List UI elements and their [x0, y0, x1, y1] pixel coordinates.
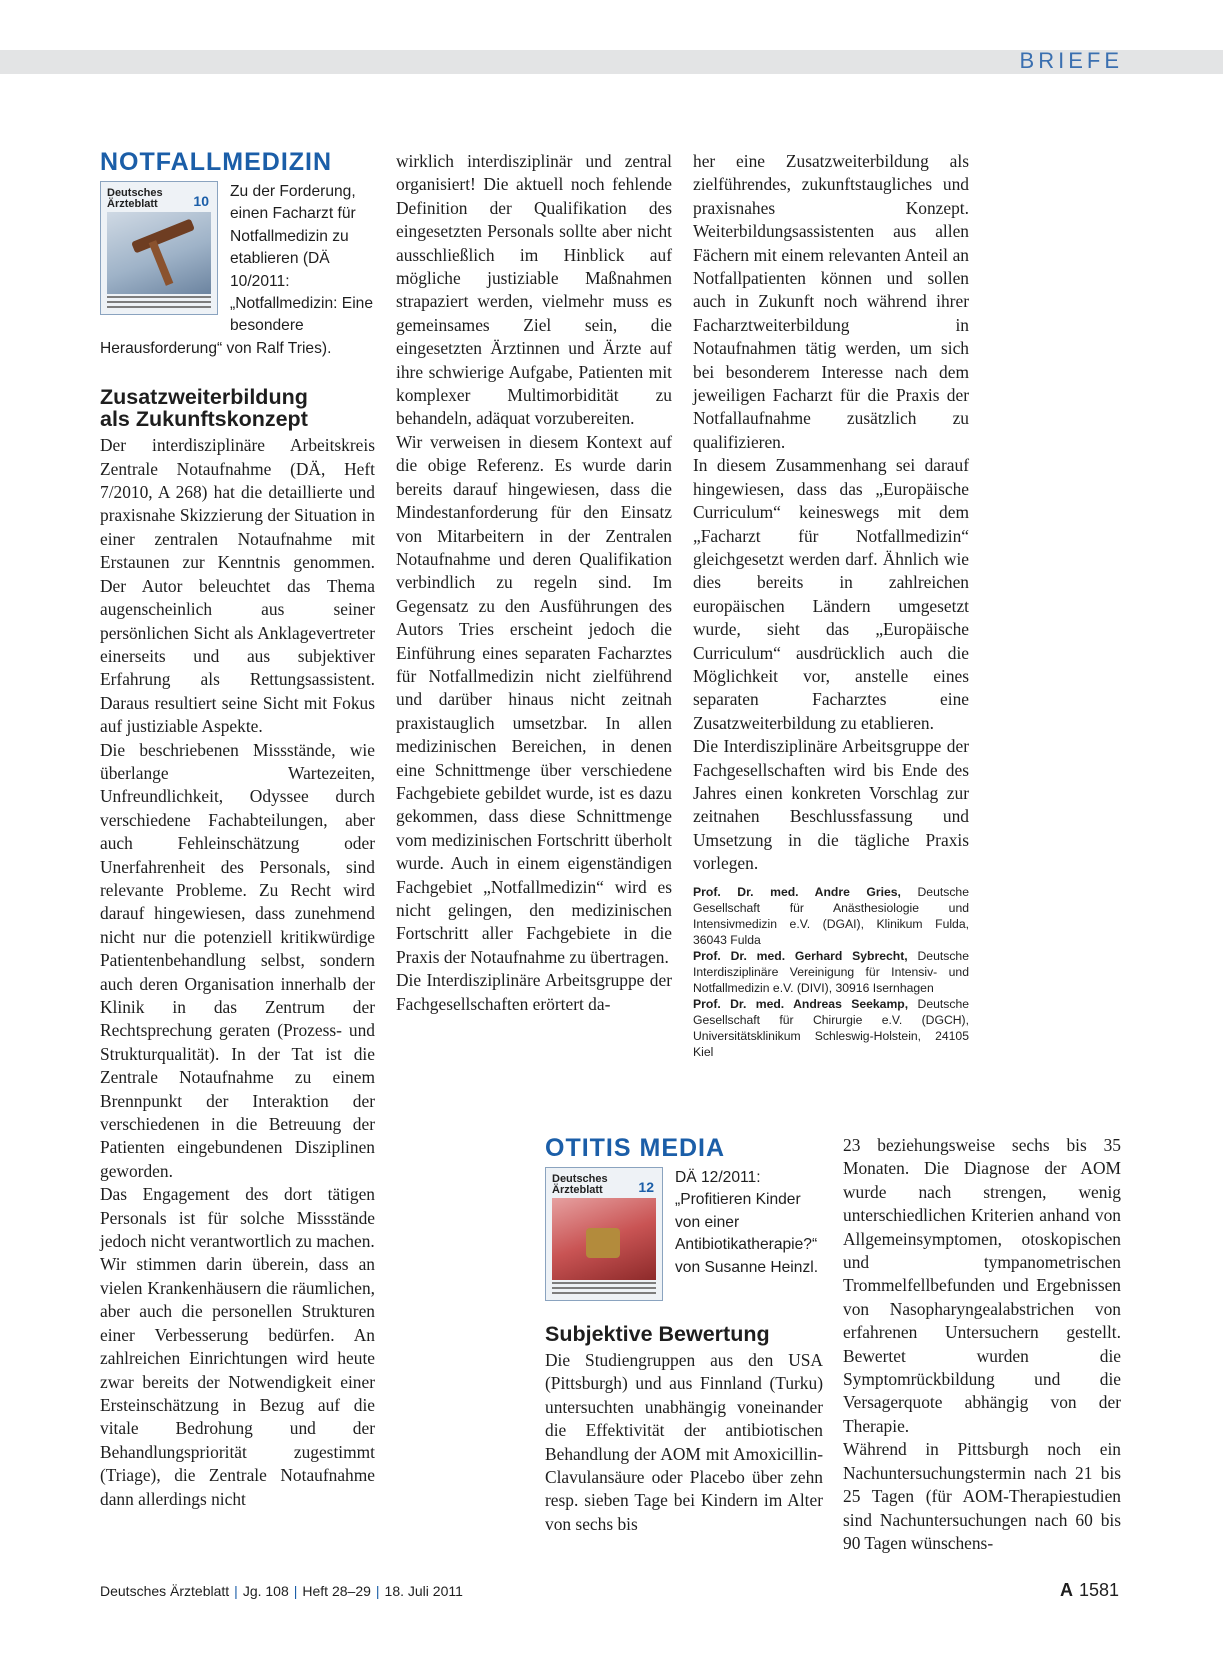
letter2-column-1 [545, 1133, 823, 1536]
paragraph: Die Interdisziplinäre Arbeitsgruppe der Fachgesellschaften erörtert da- [396, 970, 672, 1014]
cover-issue-number: 12 [638, 1179, 654, 1195]
signatures [693, 884, 969, 1060]
letter1-rubric: NOTFALLMEDIZIN [100, 148, 333, 176]
cover-issue-number: 10 [193, 193, 209, 209]
letter2-rubric: OTITIS MEDIA [545, 1134, 726, 1162]
paragraph: Wir verweisen in diesem Kontext auf die obige Referenz. Es wurde darin bereits darauf hingewiesen, dass die Mindestanforderung für den Einsatz von Mitarbeitern in der Zentralen Notaufnahme und deren Qualifikation verbindlich zu regeln sind. Im Gegensatz zu den Ausführungen des Autors Tries erscheint jedoch die Einführung eines separaten Facharztes für Notfallmedizin nicht zielführend und darüber hinaus nicht zeitnah praxistauglich umsetzbar. In allen medizinischen Bereichen, in denen eine Schnittmenge über verschiedene Fachgebiete gebildet wurde, ist es dazu gekommen, dass diese Schnittmenge vom medizinischen Fortschritt überholt wurde. Auch in einem eigenständigen Fachgebiet „Notfallmedizin“ wird es nicht gelingen, den medizinischen Fortschritt aller Fachgebiete in die Praxis der Notaufnahme zu übertragen. [396, 431, 672, 967]
signature-name: Prof. Dr. med. Andreas Seekamp, [693, 996, 909, 1011]
letter2-subhead: Subjektive Bewertung [545, 1322, 770, 1346]
footer-volume: Jg. 108 [242, 1583, 289, 1599]
cover-masthead: Deutsches Ärzteblatt [552, 1173, 608, 1196]
signature [693, 996, 969, 1060]
paragraph: In diesem Zusammenhang sei darauf hingewiesen, dass das „Europäische Curriculum“ keineswegs mit dem „Facharzt für Notfallmedizin“ gleichgesetzt werden darf. Ähnlich wie dies bereits in zahlreichen europäischen Ländern umgesetzt wurde, sieht das „Europäische Curriculum“ ausdrücklich auch die Möglichkeit vor, anstelle eines separaten Facharztes eine Zusatzweiterbildung zu etablieren. [693, 455, 969, 733]
letter1-column-3 [693, 150, 969, 1060]
paragraph: Die beschriebenen Missstände, wie überlange Wartezeiten, Unfreundlichkeit, Odyssee durch verschiedene Fachabteilungen, aber auch Fehleinschätzung oder Unerfahrenheit des Personals, sind relevante Probleme. Zu Recht wird darauf hingewiesen, dass zunehmend nicht nur die potenziell kritikwürdige Patientenbehandlung selbst, sondern auch deren Organisation innerhalb der Klinik in das Zentrum der Rechtsprechung geraten (Prozess- und Strukturqualität). In der Tat ist die Zentrale Notaufnahme zu einem Brennpunkt der Interaktion der verschiedenen in die Betreuung der Patienten eingebundenen Disziplinen geworden. [100, 739, 375, 1181]
footer-divider: | [375, 1583, 380, 1599]
gavel-head-icon [131, 218, 195, 253]
page-prefix: A [1059, 1580, 1073, 1600]
letter2-intro-text: DÄ 12/2011: „Profitieren Kinder von einer Antibiotikatherapie?“ von Susanne Heinzl. [675, 1169, 819, 1276]
signature [693, 884, 969, 948]
letter2-magazine-cover [545, 1167, 663, 1301]
footer-issue: Heft 28–29 [302, 1583, 371, 1599]
cover-masthead: Deutsches Ärzteblatt [107, 187, 163, 210]
paragraph: wirklich interdisziplinär und zentral organisiert! Die aktuell noch fehlende Definition der Qualifikation des eingesetzten Personals sollte aber nicht ausschließlich im Hinblick auf mögliche justiziable Maßnahmen strapaziert werden, vielmehr muss es gemeinsames Ziel sein, die eingesetzten Ärztinnen und Ärzte auf ihre schwierige Aufgabe, Patienten mit komplexer Multimorbidität zu behandeln, adäquat vorzubereiten. [396, 151, 672, 429]
signature [693, 948, 969, 996]
signature-affiliation: Deutsche Gesellschaft für Chirurgie e.V. (DGCH), Universitätsklinikum Schleswig-Holstein, 24105 Kiel [693, 996, 970, 1059]
letter1-column-2 [396, 150, 672, 1016]
paragraph: Die Studiengruppen aus den USA (Pittsburgh) und aus Finnland (Turku) untersuchten unabhängig voneinander die Effektivität der antibiotischen Behandlung der AOM mit Amoxicillin-Clavulansäure oder Placebo über zehn resp. sieben Tage bei Kindern im Alter von sechs bis [545, 1350, 823, 1534]
signature-affiliation: Deutsche Interdisziplinäre Vereinigung für Intensiv- und Notfallmedizin e.V. (DIVI), 30916 Isernhagen [693, 948, 969, 995]
letter1-intro-text: Zu der Forderung, einen Facharzt für Notfallmedizin zu etablieren (DÄ 10/2011: „Notfallmedizin: Eine besondere Herausforderung“ von Ralf Tries). [100, 183, 374, 357]
paragraph: Die Interdisziplinäre Arbeitsgruppe der Fachgesellschaften wird bis Ende des Jahres einen konkreten Vorschlag zur zeitnahen Beschlussfassung und Umsetzung in die tägliche Praxis vorlegen. [693, 736, 969, 874]
cover-text-lines [552, 1282, 656, 1294]
lock-image [552, 1198, 656, 1280]
signature-name: Prof. Dr. med. Gerhard Sybrecht, [693, 948, 908, 963]
letter2-column-2 [843, 1134, 1121, 1555]
paragraph: Der interdisziplinäre Arbeitskreis Zentrale Notaufnahme (DÄ, Heft 7/2010, A 268) hat die detaillierte und praxisnahe Skizzierung der Situation in einer zentralen Notaufnahme mit Erstaunen zur Kenntnis genommen. Der Autor beleuchtet das Thema augenscheinlich aus seiner persönlichen Sicht als Anklagevertreter einerseits und aus subjektiver Erfahrung als Rettungsassistent. Daraus resultiert seine Sicht mit Fokus auf justiziable Aspekte. [100, 435, 375, 737]
letter2-intro-block [545, 1167, 823, 1305]
paragraph: Das Engagement des dort tätigen Personals ist für solche Missstände jedoch nicht verantwortlich zu machen. [100, 1184, 375, 1252]
signature-name: Prof. Dr. med. Andre Gries, [693, 884, 901, 899]
footer-journal: Deutsches Ärzteblatt [100, 1583, 230, 1599]
footer-date: 18. Juli 2011 [384, 1583, 463, 1599]
letter1-column-1 [100, 147, 375, 1511]
lock-icon [586, 1228, 620, 1258]
footer-divider: | [293, 1583, 298, 1599]
paragraph: 23 beziehungsweise sechs bis 35 Monaten. Die Diagnose der AOM wurde nach strengen, wenig unterschiedlichen Kriterien anhand von Allgemeinsymptomen, otoskopischen und tympanometrischen Trommelfellbefunden und Ergebnissen von Nasopharyngealabstrichen von erfahrenen Untersuchern gestellt. Bewertet wurden die Symptomrückbildung und die Versagerquote abhängig von der Therapie. [843, 1135, 1121, 1436]
paragraph: her eine Zusatzweiterbildung als zielführendes, zukunftstaugliches und praxisnahes Konzept. Weiterbildungsassistenten aus allen Fächern mit einem relevanten Anteil an Notfallpatienten können und sollen auch in Zukunft noch während ihrer Facharztweiterbildung in Notaufnahmen tätig werden, um sich bei besonderem Interesse nach dem jeweiligen Facharzt für die Praxis der Notfallaufnahme zusätzlich zu qualifizieren. [693, 151, 969, 452]
page-number-value: 1581 [1078, 1580, 1119, 1600]
page-number [1060, 1580, 1119, 1601]
gavel-image [107, 212, 211, 294]
paragraph: Wir stimmen darin überein, dass an vielen Krankenhäusern die räumlichen, aber auch die personellen Strukturen einer Verbesserung bedürfen. An zahlreichen Einrichtungen wird heute zwar bereits der Notwendigkeit einer Ersteinschätzung in Bezug auf die vitale Bedrohung und der Behandlungspriorität zugestimmt (Triage), die Zentrale Notaufnahme dann allerdings nicht [100, 1254, 375, 1509]
section-label: BRIEFE [1019, 48, 1123, 73]
footer-divider: | [234, 1583, 238, 1599]
letter1-intro-block [100, 181, 375, 360]
cover-text-lines [107, 296, 211, 308]
signature-affiliation: Deutsche Gesellschaft für Anästhesiologie und Intensivmedizin e.V. (DGAI), Klinikum Fulda, 36043 Fulda [693, 884, 969, 947]
gavel-handle-icon [149, 240, 174, 286]
letter1-magazine-cover [100, 181, 218, 315]
paragraph: Während in Pittsburgh noch ein Nachuntersuchungstermin nach 21 bis 25 Tagen (für AOM-Therapiestudien sind Nachuntersuchungen nach 60 bis 90 Tagen wünschens- [843, 1439, 1121, 1553]
page-footer [100, 1583, 463, 1599]
letter1-subhead: Zusatzweiterbildung als Zukunftskonzept [100, 385, 308, 432]
